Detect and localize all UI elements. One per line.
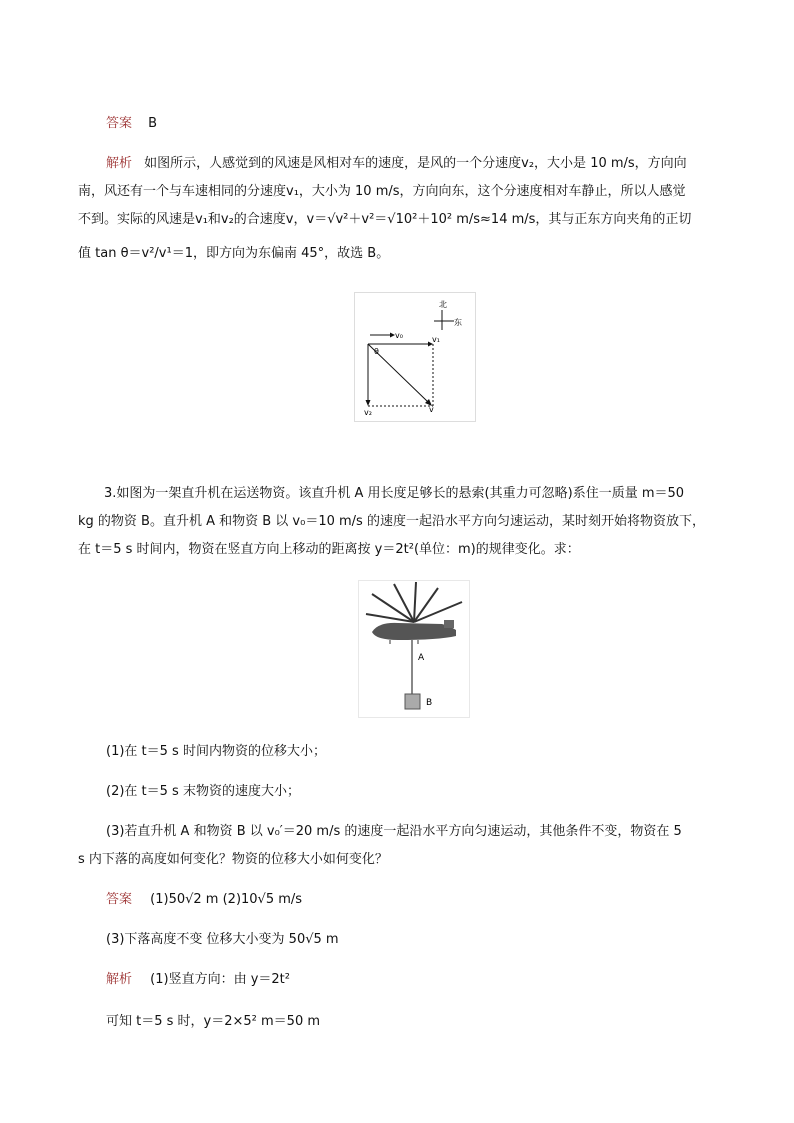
answer-line-3 [106,890,302,910]
v1-label: v₁ [432,335,440,344]
analysis3-text-1: (1)竖直方向：由 y＝2t² [150,972,290,987]
figure-frame [355,293,476,422]
analysis-label: 解析 [106,972,133,987]
sub-question-1: (1)在 t＝5 s 时间内物资的位移大小； [106,744,326,759]
cargo-box [405,694,420,709]
v2-label: v₂ [364,408,372,417]
analysis-text-2: 南，风还有一个与车速相同的分速度v₁，大小为 10 m/s，方向向东，这个分速度相对车静止，所以人感觉 [78,184,686,199]
label-b: B [426,698,433,708]
analysis3-line-1 [106,970,290,990]
tail-fin [444,620,454,628]
analysis-text-3: 不到。实际的风速是v₁和v₂的合速度v，v＝√v²＋v²＝√10²＋10² m/s≈14 m/s，其与正东方向夹角的正切 [78,212,692,227]
answer-label: 答案 [106,116,133,131]
answer-label: 答案 [106,892,133,907]
theta-label: θ [374,347,379,356]
answer-part-3: (3)下落高度不变 位移大小变为 50√5 m [106,932,339,947]
answer-line-1 [106,114,157,134]
north-label: 北 [439,300,447,309]
helicopter-figure [358,580,470,718]
label-a: A [418,653,425,663]
analysis-label: 解析 [106,156,133,171]
east-label: 东 [454,318,462,327]
v-label: v [429,405,434,414]
answer-parts-1-2: (1)50√2 m (2)10√5 m/s [150,892,303,907]
helicopter-body [372,623,456,640]
question3-line-2: kg 的物资 B。直升机 A 和物资 B 以 v₀＝10 m/s 的速度一起沿水平方向匀速运动，某时刻开始将物资放下， [78,514,705,529]
analysis-text-1: 如图所示，人感觉到的风速是风相对车的速度，是风的一个分速度v₂，大小是 10 m/s，方向向 [144,156,687,171]
answer-value: B [148,116,158,131]
analysis3-text-2: 可知 t＝5 s 时，y＝2×5² m＝50 m [106,1014,321,1029]
question3-line-3: 在 t＝5 s 时间内，物资在竖直方向上移动的距离按 y＝2t²(单位：m)的规律变化。求： [78,542,580,557]
analysis-line-1 [106,154,687,174]
sub-question-3-line-2: s 内下落的高度如何变化？物资的位移大小如何变化？ [78,852,388,867]
analysis-text-4: 值 tan θ＝v²/v¹＝1，即方向为东偏南 45°，故选 B。 [78,246,390,261]
sub-question-3-line-1: (3)若直升机 A 和物资 B 以 v₀′＝20 m/s 的速度一起沿水平方向匀速运动，其他条件不变，物资在 5 [106,824,682,839]
velocity-vector-diagram [354,292,476,422]
v0-label: v₀ [395,331,403,340]
question3-line-1: 3.如图为一架直升机在运送物资。该直升机 A 用长度足够长的悬索(其重力可忽略)系住一质量 m＝50 [104,486,685,501]
sub-question-2: (2)在 t＝5 s 末物资的速度大小； [106,784,300,799]
